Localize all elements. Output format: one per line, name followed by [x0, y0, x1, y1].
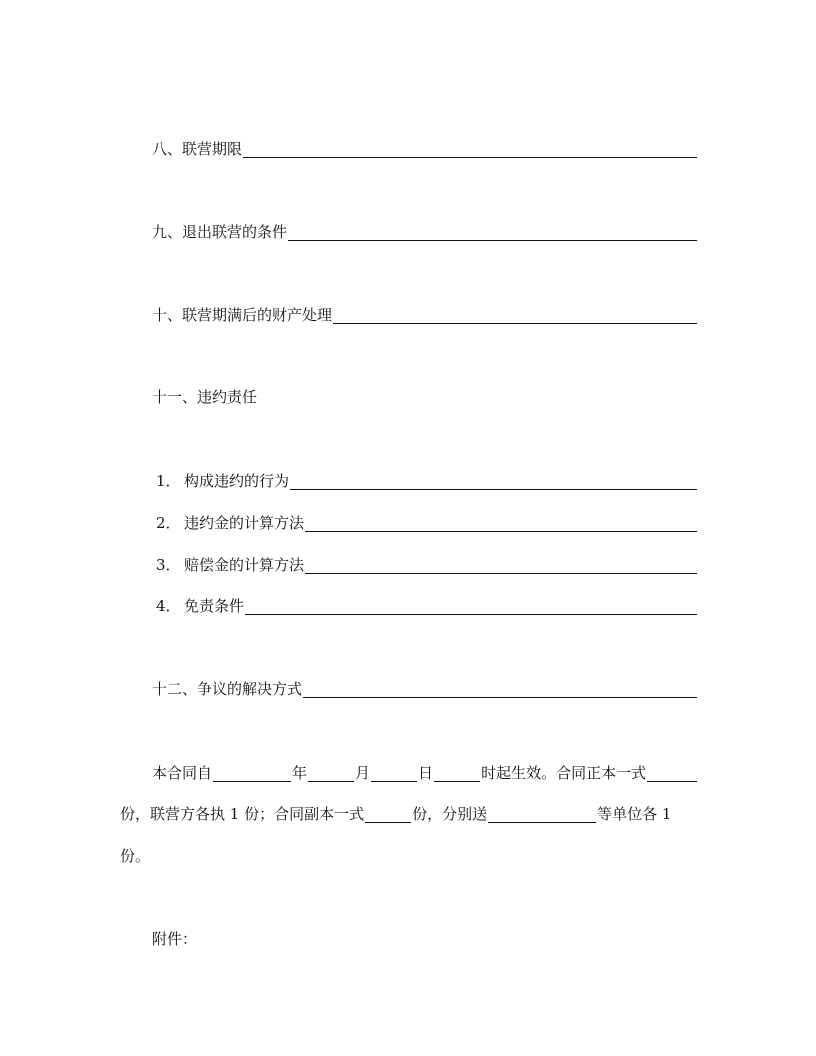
original-copies-blank	[647, 765, 697, 782]
item-number: 4．	[156, 597, 181, 615]
item-label: 赔偿金的计算方法	[184, 556, 305, 574]
effective-line-3	[120, 847, 150, 865]
recipient-units-blank	[488, 806, 596, 823]
item-label: 违约金的计算方法	[184, 514, 305, 532]
section-10-line	[152, 306, 697, 324]
item-label: 免责条件	[184, 597, 245, 615]
item-blank	[290, 473, 697, 490]
effective-line-2	[120, 805, 697, 823]
item-blank	[245, 598, 697, 615]
hour-blank	[434, 765, 480, 782]
month-blank	[308, 765, 354, 782]
section-11-label: 十一、违约责任	[152, 388, 258, 406]
item-number: 2．	[156, 514, 181, 532]
section-9-label: 九、退出联营的条件	[152, 223, 288, 241]
day-label: 日	[418, 764, 434, 782]
item-label: 构成违约的行为	[184, 472, 290, 490]
item-blank	[305, 557, 697, 574]
section-11-item-3	[156, 556, 697, 574]
attachment-line	[152, 930, 197, 948]
item-number: 3．	[156, 556, 181, 574]
year-blank	[213, 765, 291, 782]
section-11-item-2	[156, 514, 697, 532]
section-9-blank	[288, 224, 697, 241]
item-number: 1．	[156, 472, 181, 490]
section-10-label: 十、联营期满后的财产处理	[152, 306, 333, 324]
attachment-label: 附件：	[152, 930, 198, 948]
section-8-blank	[243, 141, 697, 158]
item-blank	[305, 515, 697, 532]
section-11-item-1	[156, 472, 697, 490]
section-11-heading	[152, 388, 257, 406]
section-11-item-4	[156, 597, 697, 615]
effective-text-2: 时起生效。合同正本一式	[481, 764, 647, 782]
section-8-line	[152, 140, 697, 158]
effective-text-6: 份。	[120, 847, 151, 865]
section-12-line	[152, 680, 697, 698]
section-10-blank	[333, 307, 697, 324]
section-8-label: 八、联营期限	[152, 140, 243, 158]
day-blank	[371, 765, 417, 782]
month-label: 月	[355, 764, 371, 782]
effective-text-4: 份，分别送	[412, 805, 488, 823]
section-12-blank	[303, 681, 697, 698]
year-label: 年	[292, 764, 308, 782]
effective-line-1	[152, 764, 697, 782]
section-9-line	[152, 223, 697, 241]
duplicate-copies-blank	[365, 806, 411, 823]
effective-text-3: 份，联营方各执 1 份；合同副本一式	[120, 805, 365, 823]
effective-text-1: 本合同自	[152, 764, 213, 782]
effective-text-5: 等单位各 1	[597, 805, 672, 823]
section-12-label: 十二、争议的解决方式	[152, 680, 303, 698]
